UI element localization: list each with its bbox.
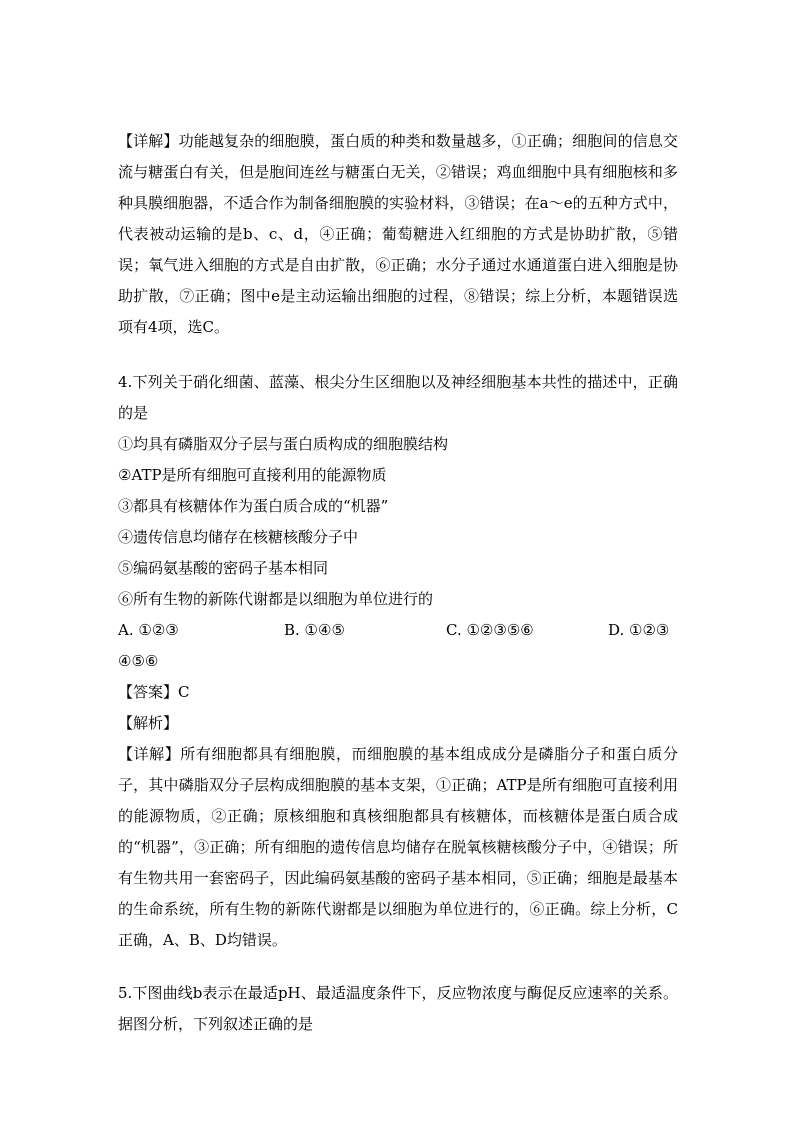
- statement-1: ①均具有磷脂双分子层与蛋白质构成的细胞膜结构: [118, 435, 449, 453]
- statement-6: ⑥所有生物的新陈代谢都是以细胞为单位进行的: [118, 590, 434, 608]
- statement-5: ⑤编码氨基酸的密码子基本相同: [118, 559, 329, 577]
- option-d-continuation: ④⑤⑥: [118, 652, 159, 670]
- explanation-tag: 【详解】: [118, 132, 179, 150]
- question-5-stem: 5.下图曲线b表示在最适pH、最适温度条件下，反应物浓度与酶促反应速率的关系。据图分析，下列叙述正确的是: [118, 984, 678, 1033]
- analysis-heading: 【解析】: [118, 714, 179, 732]
- option-a: A. ①②③: [118, 621, 179, 639]
- answer: 【答案】C: [118, 683, 190, 701]
- statement-2: ②ATP是所有细胞可直接利用的能源物质: [118, 466, 387, 484]
- statement-4: ④遗传信息均储存在核糖核酸分子中: [118, 528, 359, 546]
- statement-3: ③都具有核糖体作为蛋白质合成的“机器”: [118, 497, 389, 515]
- prev-explanation: [118, 126, 678, 343]
- option-b: B. ①④⑤: [284, 621, 345, 639]
- explanation-text: 所有细胞都具有细胞膜，而细胞膜的基本组成成分是磷脂分子和蛋白质分子，其中磷脂双分子层构成细胞膜的基本支架，①正确；ATP是所有细胞可直接利用的能源物质，②正确；原核细胞和真核细胞都具有核糖体，而核糖体是蛋白质合成的“机器”，③正确；所有细胞的遗传信息均储存在脱氧核糖核酸分子中，④错误；所有生物共用一套密码子，因此编码氨基酸的密码子基本相同，⑤正确；细胞是最基本的生命系统，所有生物的新陈代谢都是以细胞为单位进行的，⑥正确。综上分析，C正确，A、B、D均错误。: [118, 745, 678, 949]
- option-d: D. ①②③: [608, 621, 670, 639]
- document-page: [118, 126, 678, 1040]
- option-c: C. ①②③⑤⑥: [446, 621, 534, 639]
- explanation-tag: 【详解】: [118, 745, 181, 763]
- explanation-text: 功能越复杂的细胞膜，蛋白质的种类和数量越多，①正确；细胞间的信息交流与糖蛋白有关，但是胞间连丝与糖蛋白无关，②错误；鸡血细胞中具有细胞核和多种具膜细胞器，不适合作为制备细胞膜的实验材料，③错误；在a～e的五种方式中，代表被动运输的是b、c、d，④正确；葡萄糖进入红细胞的方式是协助扩散，⑤错误；氧气进入细胞的方式是自由扩散，⑥正确；水分子通过水通道蛋白进入细胞是协助扩散，⑦正确；图中e是主动运输出细胞的过程，⑧错误；综上分析，本题错误选项有4项，选C。: [118, 132, 678, 336]
- question-4-stem: 4.下列关于硝化细菌、蓝藻、根尖分生区细胞以及神经细胞基本共性的描述中，正确的是: [118, 373, 678, 422]
- options-row: [118, 615, 678, 646]
- q4-explanation: [118, 739, 678, 956]
